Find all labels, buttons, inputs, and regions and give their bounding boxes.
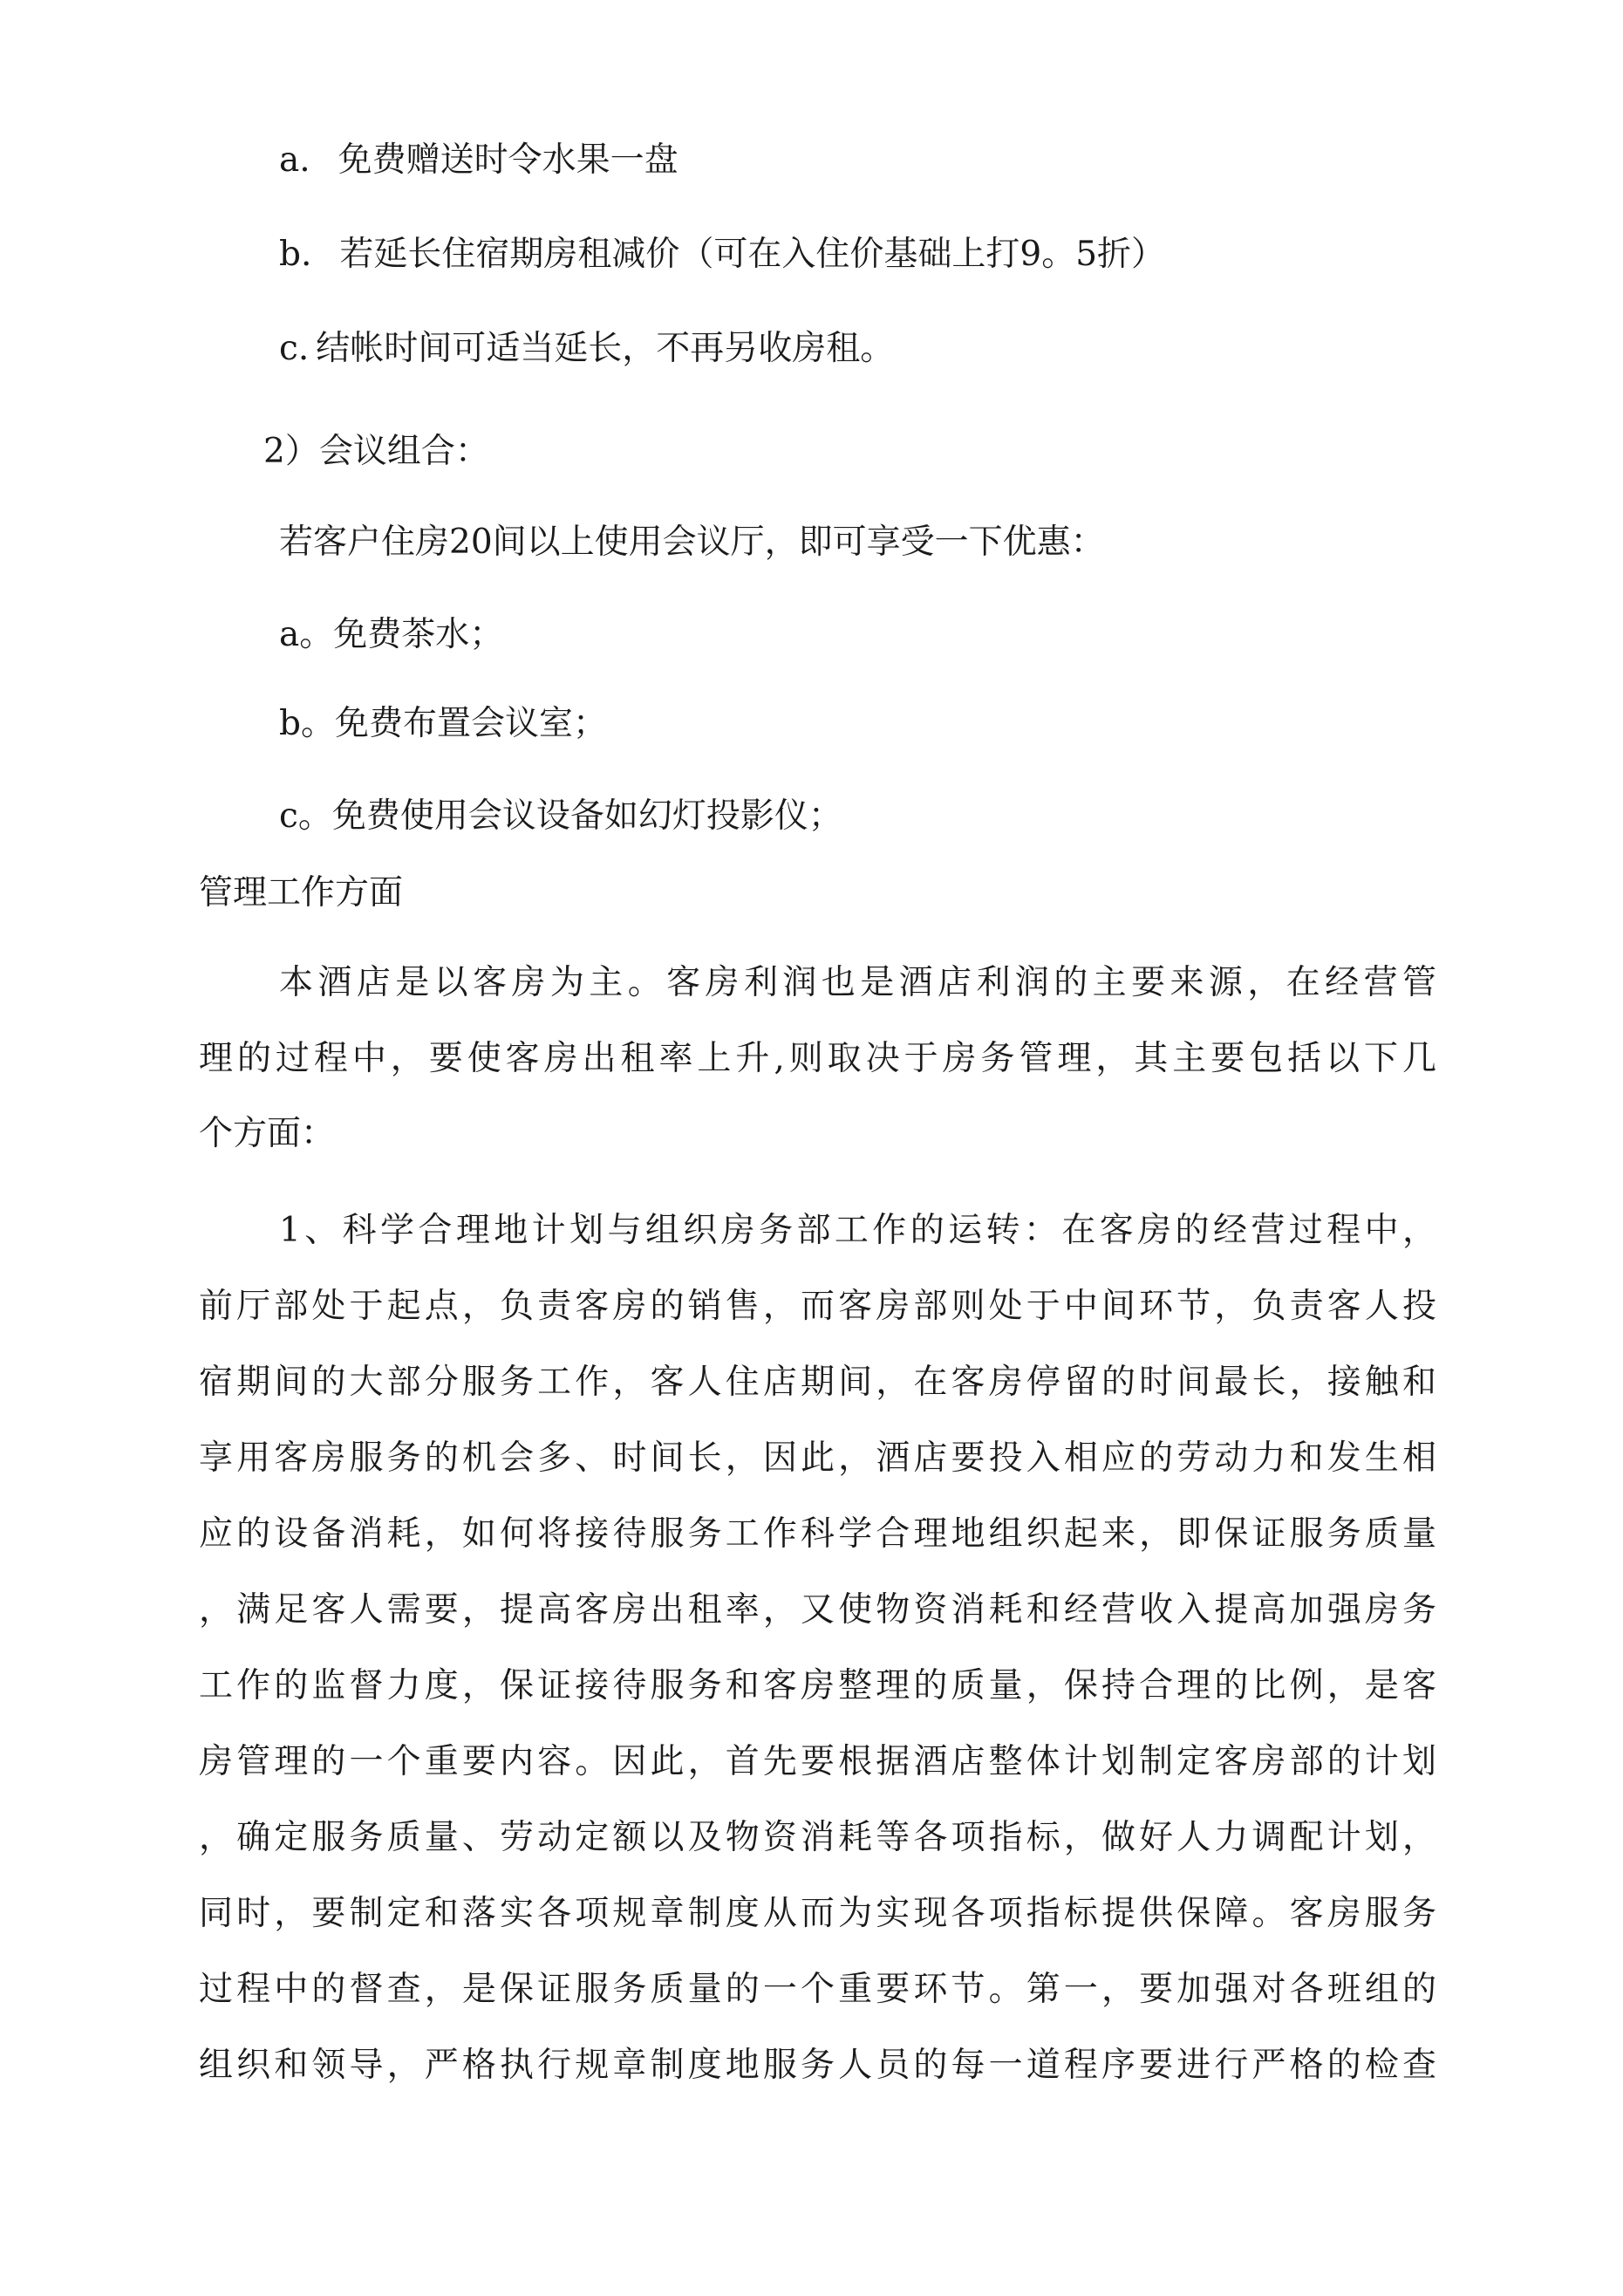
paragraph-line: 1、科学合理地计划与组织房务部工作的运转：在客房的经营过程中， bbox=[279, 1211, 1436, 1250]
list-marker: b. bbox=[279, 235, 312, 274]
list-marker: c. bbox=[279, 329, 310, 368]
list-item-text: 免费赠送时令水果一盘 bbox=[338, 140, 679, 180]
paragraph-line: 享用客房服务的机会多、时间长，因此，酒店要投入相应的劳动力和发生相 bbox=[199, 1438, 1436, 1478]
paragraph-line: 过程中的督查，是保证服务质量的一个重要环节。第一，要加强对各班组的 bbox=[199, 1970, 1436, 2009]
section-heading: 管理工作方面 bbox=[199, 873, 404, 912]
paragraph-line: 工作的监督力度，保证接待服务和客房整理的质量，保持合理的比例，是客 bbox=[199, 1666, 1436, 1705]
paragraph-line: 理的过程中，要使客房出租率上升,则取决于房务管理，其主要包括以下几 bbox=[199, 1039, 1436, 1078]
paragraph-line: 前厅部处于起点，负责客房的销售，而客房部则处于中间环节，负责客人投 bbox=[199, 1287, 1436, 1326]
paragraph-line: 房管理的一个重要内容。因此，首先要根据酒店整体计划制定客房部的计划 bbox=[199, 1742, 1436, 1781]
list-item bbox=[279, 140, 679, 181]
list-marker: a. bbox=[279, 140, 310, 180]
paragraph-line: 应的设备消耗，如何将接待服务工作科学合理地组织起来，即保证服务质量 bbox=[199, 1514, 1436, 1554]
list-item-text: 结帐时间可适当延长，不再另收房租。 bbox=[316, 329, 895, 368]
paragraph-line: ，确定服务质量、劳动定额以及物资消耗等各项指标，做好人力调配计划， bbox=[199, 1818, 1436, 1857]
list-item bbox=[279, 234, 1165, 276]
section-intro: 若客户住房20间以上使用会议厅，即可享受一下优惠： bbox=[279, 523, 1105, 562]
list-item: b。免费布置会议室； bbox=[279, 704, 607, 743]
paragraph-line: 宿期间的大部分服务工作，客人住店期间，在客房停留的时间最长，接触和 bbox=[199, 1363, 1436, 1402]
paragraph-line: ，满足客人需要，提高客房出租率，又使物资消耗和经营收入提高加强房务 bbox=[199, 1590, 1436, 1630]
paragraph-line: 同时，要制定和落实各项规章制度从而为实现各项指标提供保障。客房服务 bbox=[199, 1894, 1436, 1933]
section-title: 2）会议组合： bbox=[263, 432, 489, 471]
paragraph-line: 个方面： bbox=[199, 1114, 336, 1153]
list-item: c。免费使用会议设备如幻灯投影仪； bbox=[279, 796, 842, 836]
list-item: a。免费茶水； bbox=[279, 615, 504, 654]
paragraph-line: 本酒店是以客房为主。客房利润也是酒店利润的主要来源，在经营管 bbox=[279, 963, 1436, 1002]
list-item-text: 若延长住宿期房租减价（可在入住价基础上打9。5折） bbox=[339, 235, 1166, 274]
paragraph-line: 组织和领导，严格执行规章制度地服务人员的每一道程序要进行严格的检查 bbox=[199, 2046, 1436, 2085]
list-item bbox=[279, 328, 894, 370]
